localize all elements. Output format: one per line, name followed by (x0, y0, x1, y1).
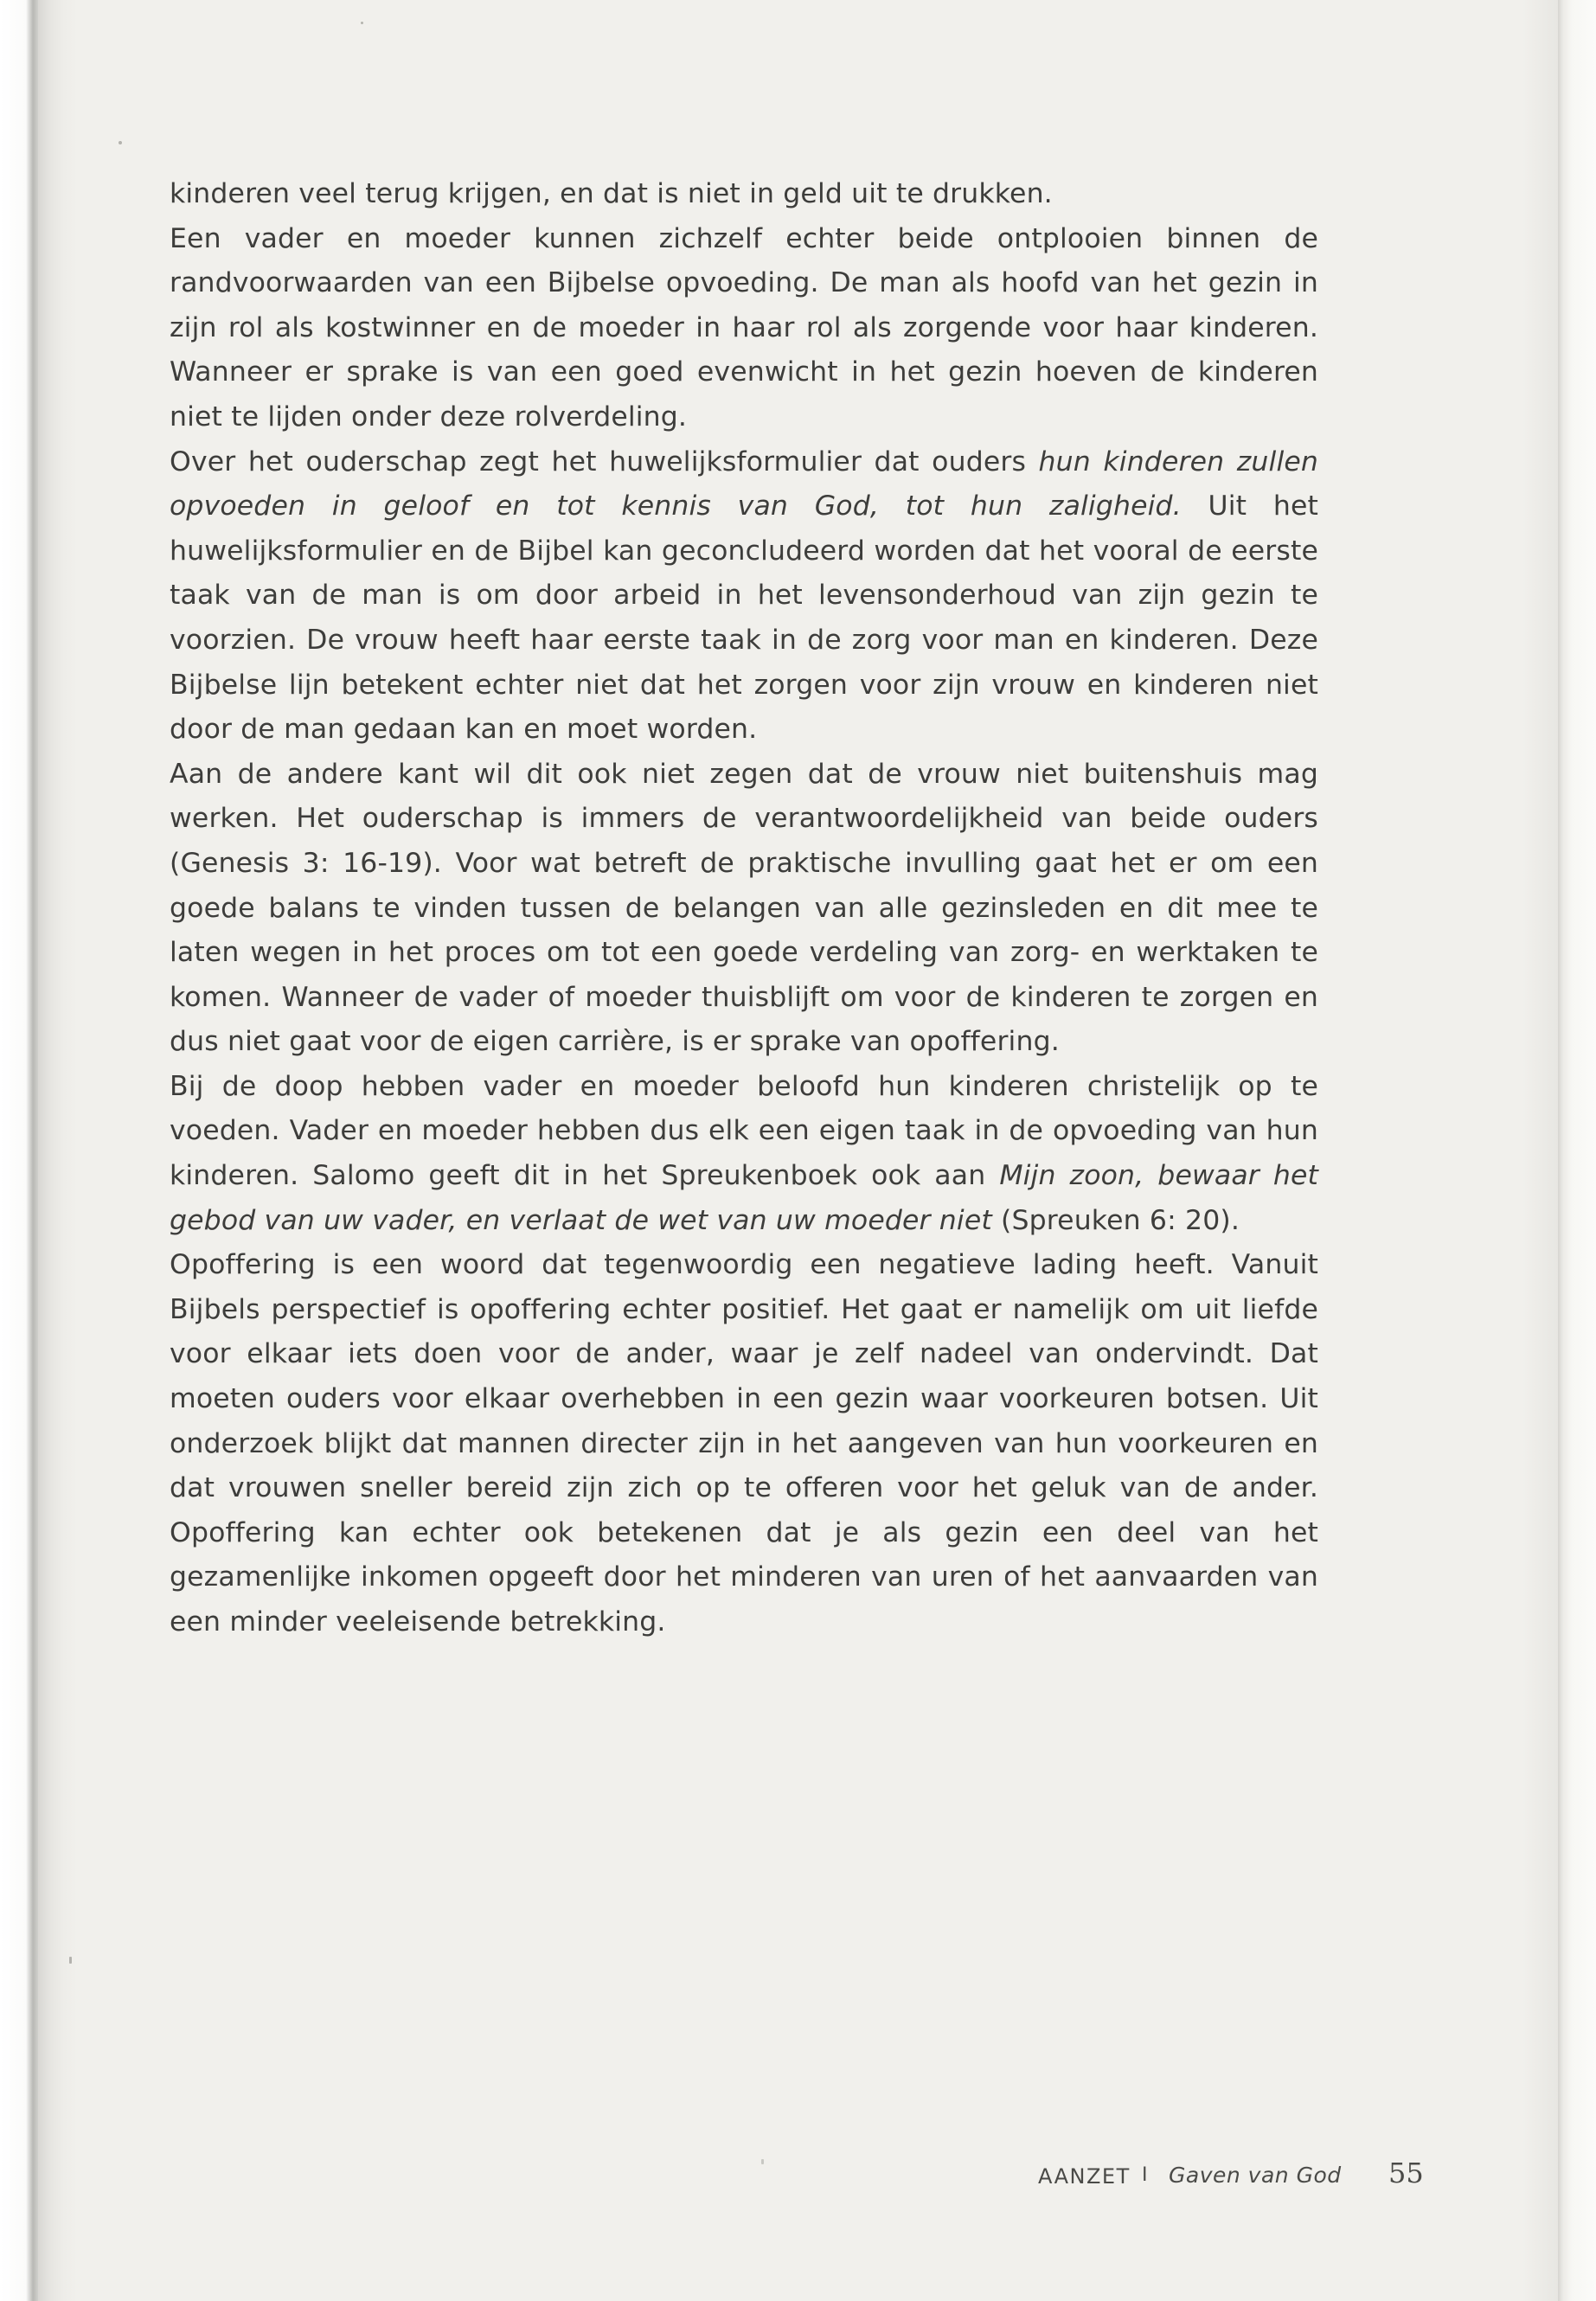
footer-book-title: Gaven van God (1169, 2163, 1342, 2188)
scan-speck (119, 141, 122, 144)
quote-italic: hun kinderen zullen opvoeden in geloof en tot kennis van God, tot hun zaligheid. (170, 445, 1318, 522)
paragraph (170, 1243, 1318, 1644)
scan-speck (361, 22, 363, 24)
body-text (170, 172, 1318, 1645)
page-edge-shadow (1522, 0, 1559, 2301)
paragraph-text: (Spreuken 6: 20). (991, 1204, 1240, 1236)
scan-speck (69, 1957, 72, 1964)
paragraph (170, 172, 1318, 217)
paragraph-text: Aan de andere kant wil dit ook niet zegen dat de vrouw niet buitenshuis mag werken. Het ouderschap is immers de verantwoordelijkheid van beide ouders (Genesis 3: 16-19). Voor wat betreft de praktische invulling gaat het er om een goede balans te vinden tussen de belangen van alle gezinsleden en dit mee te laten wegen in het proces om tot een goede verdeling van zorg- en werktaken te komen. Wanneer de vader of moeder thuisblijft om voor de kinderen te zorgen en dus niet gaat voor de eigen carrière, is er sprake van opoffering. (170, 758, 1318, 1058)
paragraph-text: Opoffering is een woord dat tegenwoordig een negatieve lading heeft. Vanuit Bijbels perspectief is opoffering echter positief. Het gaat er namelijk om uit liefde voor elkaar iets doen voor de ander, waar je zelf nadeel van ondervindt. Dat moeten ouders voor elkaar overhebben in een gezin waar voorkeuren botsen. Uit onderzoek blijkt dat mannen directer zijn in het aangeven van hun voorkeuren en dat vrouwen sneller bereid zijn zich op te offeren voor het geluk van de ander. Opoffering kan echter ook betekenen dat je als gezin een deel van het gezamenlijke inkomen opgeeft door het minderen van uren of het aanvaarden van een minder veeleisende betrekking. (170, 1249, 1318, 1638)
paragraph-text: Een vader en moeder kunnen zichzelf echter beide ontplooien binnen de randvoorwaarden van een Bijbelse opvoeding. De man als hoofd van het gezin in zijn rol als kostwinner en de moeder in haar rol als zorgende voor haar kinderen. Wanneer er sprake is van een goed evenwicht in het gezin hoeven de kinderen niet te lijden onder deze rolverdeling. (170, 222, 1318, 433)
scanner-left-margin (0, 0, 38, 2301)
paragraph-text: Uit het huwelijksformulier en de Bijbel kan geconcludeerd worden dat het vooral de eerste taak van de man is om door arbeid in het levensonderhoud van zijn gezin te voorzien. De vrouw heeft haar eerste taak in de zorg voor man en kinderen. Deze Bijbelse lijn betekent echter niet dat het zorgen voor zijn vrouw en kinderen niet door de man gedaan kan en moet worden. (170, 490, 1318, 746)
page-number: 55 (1388, 2157, 1424, 2189)
spine-shadow (38, 0, 78, 2301)
paragraph (170, 217, 1318, 440)
page-right-edge (1558, 0, 1596, 2301)
paragraph-text: kinderen veel terug krijgen, en dat is niet in geld uit te drukken. (170, 178, 1053, 209)
scan-speck (761, 2159, 764, 2164)
footer-series-name: AANZET (1038, 2164, 1131, 2189)
paragraph (170, 1065, 1318, 1243)
paragraph (170, 440, 1318, 753)
page-footer (1038, 2154, 1427, 2197)
paragraph-text: Bij de doop hebben vader en moeder beloofd hun kinderen christelijk op te voeden. Vader en moeder hebben dus elk een eigen taak in de opvoeding van hun kinderen. Salomo geeft dit in het Spreukenboek ook aan (170, 1070, 1318, 1192)
footer-separator: I (1142, 2164, 1148, 2186)
quote-italic: Mijn zoon, bewaar het gebod van uw vader, en verlaat de wet van uw moeder niet (170, 1160, 1319, 1236)
paragraph-text: Over het ouderschap zegt het huwelijksformulier dat ouders (170, 445, 1039, 478)
paragraph (170, 753, 1318, 1065)
